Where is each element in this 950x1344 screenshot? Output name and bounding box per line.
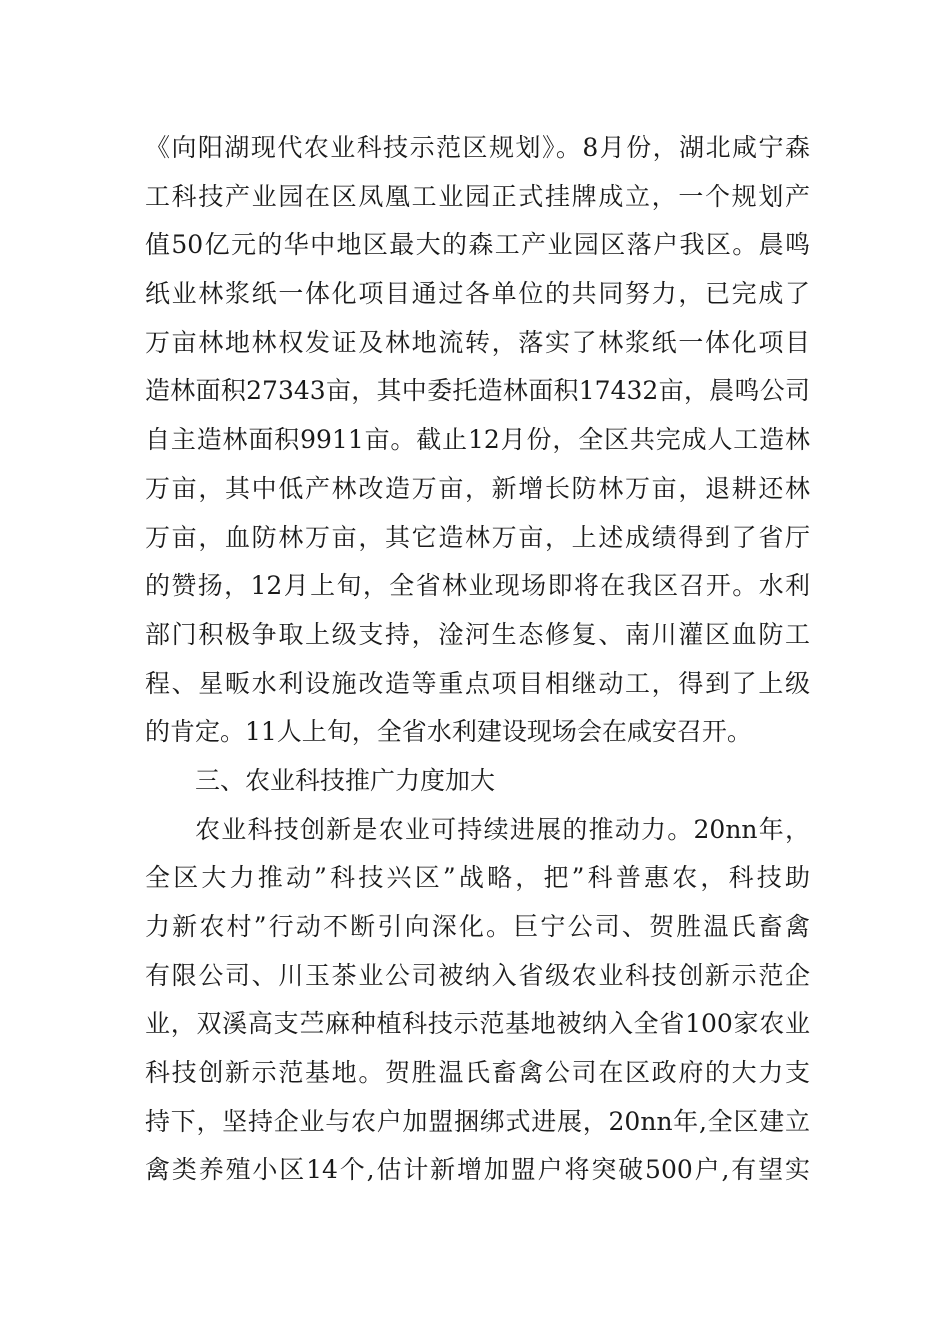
text-line: 的赞扬，12月上旬，全省林业现场即将在我区召开。水利 [145, 571, 810, 601]
text-line: 禽类养殖小区14个,估计新增加盟户将突破500户,有望实 [145, 1155, 810, 1185]
paragraph-end-line: 的肯定。11人上旬，全省水利建设现场会在咸安召开。 [145, 717, 752, 747]
text-line: 全区大力推动”科技兴区”战略，把”科普惠农，科技助 [145, 863, 810, 893]
text-line: 《向阳湖现代农业科技示范区规划》。8月份，湖北咸宁森 [145, 133, 810, 162]
text-line: 程、星畈水利设施改造等重点项目相继动工，得到了上级 [145, 668, 810, 698]
text-line: 工科技产业园在区凤凰工业园正式挂牌成立，一个规划产 [145, 181, 810, 211]
text-line: 值50亿元的华中地区最大的森工产业园区落户我区。晨鸣 [145, 230, 810, 260]
document-body [145, 124, 810, 1195]
text-line: 力新农村”行动不断引向深化。巨宁公司、贺胜温氏畜禽 [145, 912, 810, 941]
text-line: 有限公司、川玉茶业公司被纳入省级农业科技创新示范企 [145, 960, 810, 990]
section-heading: 三、农业科技推广力度加大 [195, 765, 496, 795]
text-line: 自主造林面积9911亩。截止12月份，全区共完成人工造林 [145, 425, 810, 455]
text-line: 业，双溪高支苎麻种植科技示范基地被纳入全省100家农业 [145, 1009, 810, 1039]
text-line: 部门积极争取上级支持，淦河生态修复、南川灌区血防工 [145, 619, 810, 649]
paragraph-first-line: 农业科技创新是农业可持续进展的推动力。20nn年， [195, 814, 810, 844]
text-line: 万亩林地林权发证及林地流转，落实了林浆纸一体化项目 [145, 327, 810, 357]
text-line: 持下，坚持企业与农户加盟捆绑式进展，20nn年,全区建立 [145, 1106, 810, 1136]
text-line: 造林面积27343亩，其中委托造林面积17432亩，晨鸣公司 [145, 376, 810, 406]
text-line: 科技创新示范基地。贺胜温氏畜禽公司在区政府的大力支 [145, 1058, 810, 1088]
text-line: 万亩，血防林万亩，其它造林万亩，上述成绩得到了省厅 [145, 522, 810, 552]
text-line: 纸业林浆纸一体化项目通过各单位的共同努力，已完成了 [145, 279, 810, 309]
text-line: 万亩，其中低产林改造万亩，新增长防林万亩，退耕还林 [145, 473, 810, 503]
